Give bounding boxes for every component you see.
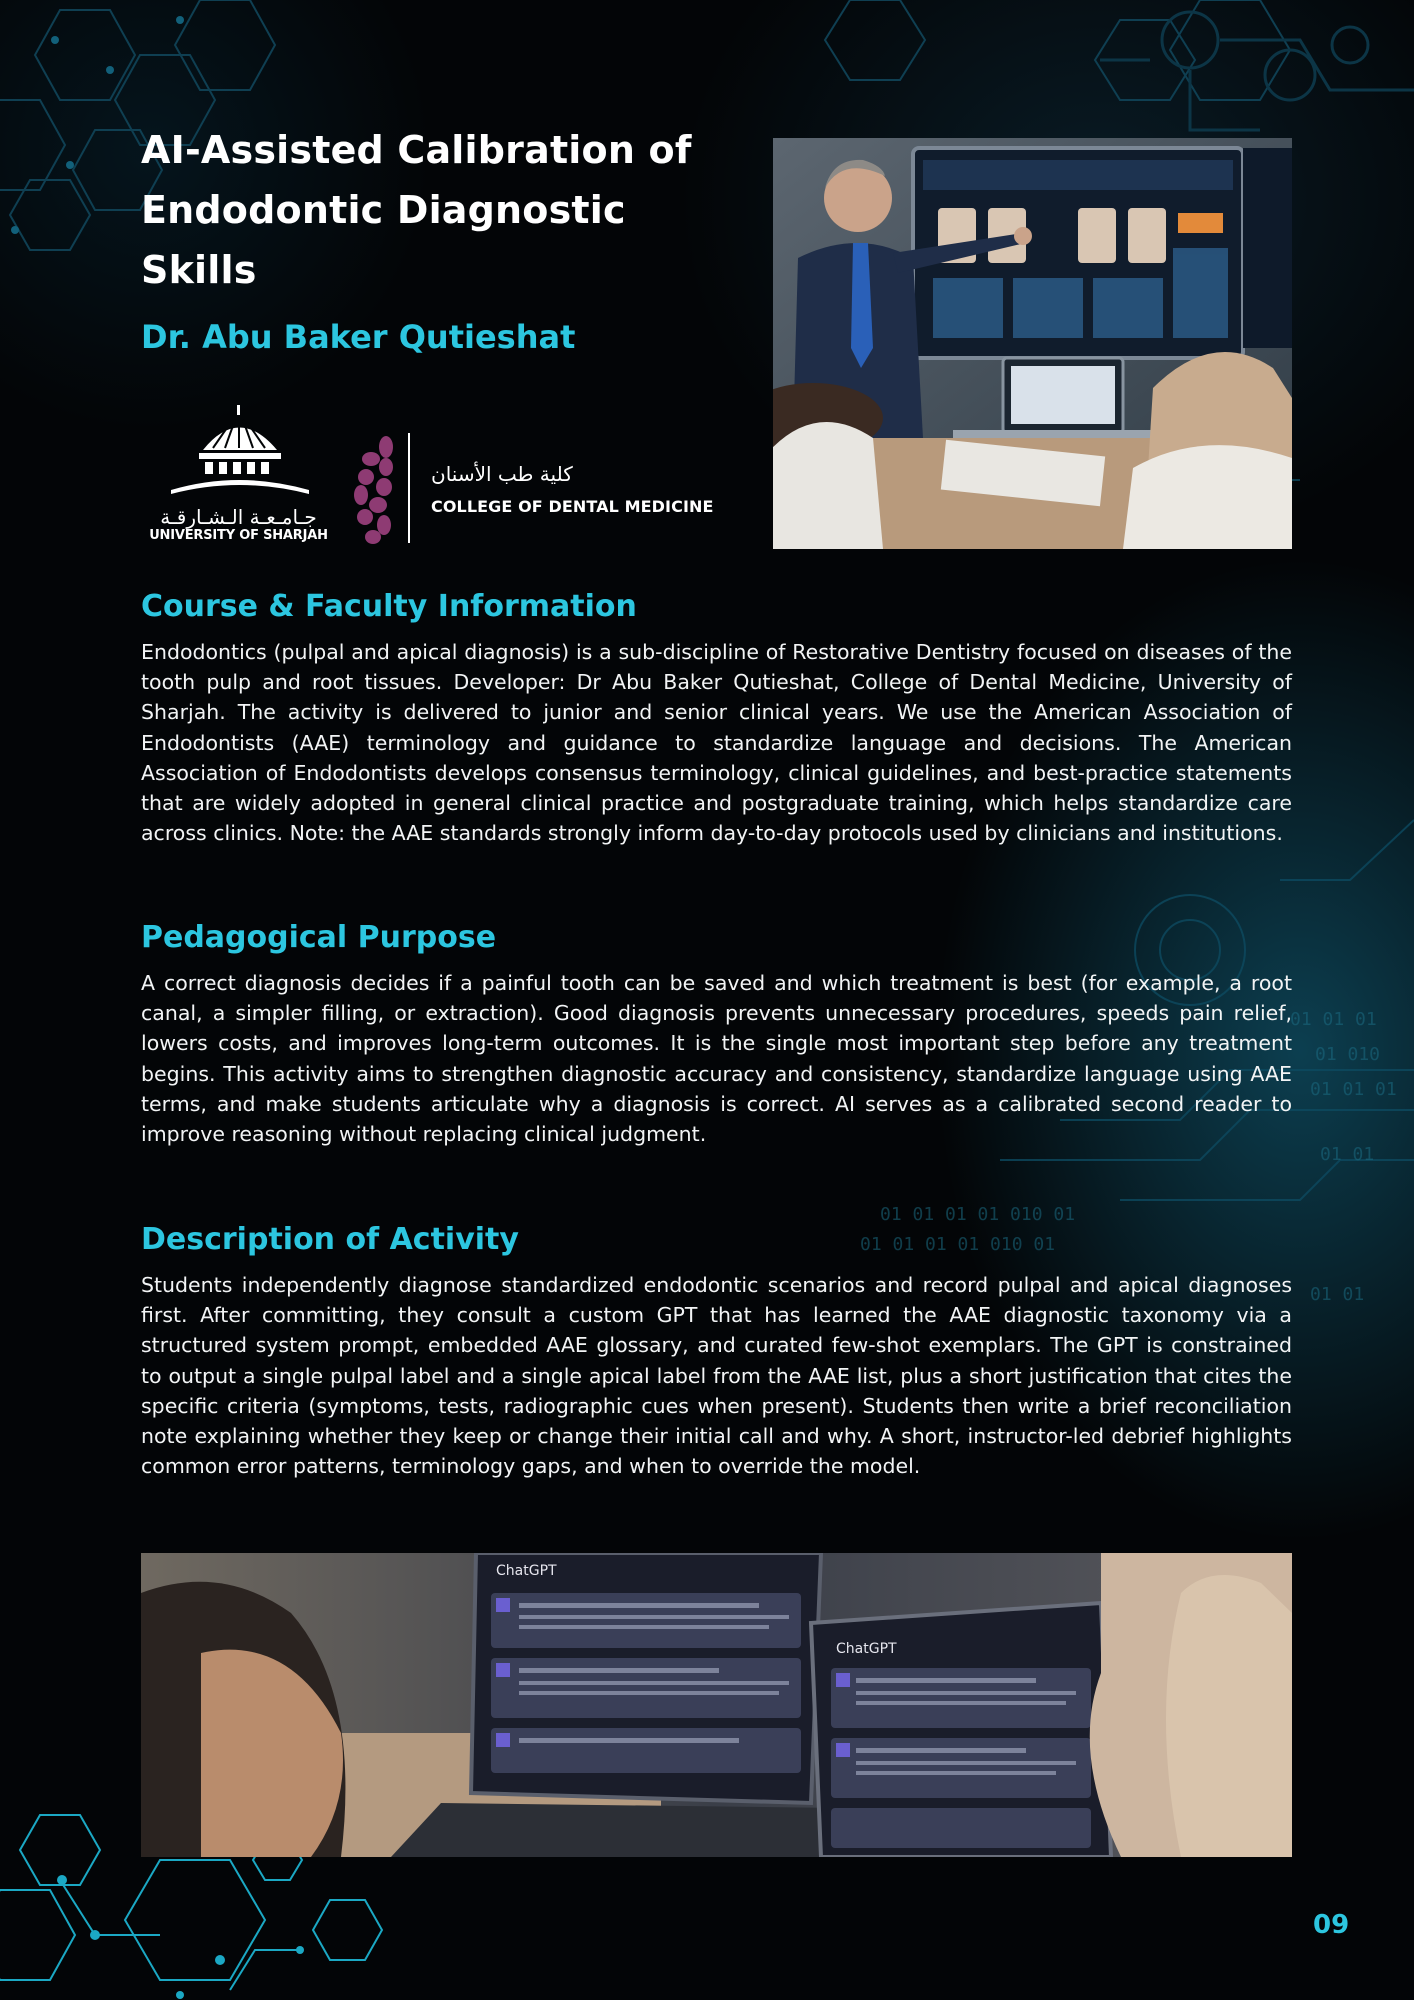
svg-text:01 010: 01 010 bbox=[1315, 1044, 1381, 1065]
section-description-of-activity bbox=[141, 1220, 1292, 1481]
author-name: Dr. Abu Baker Qutieshat bbox=[141, 318, 576, 356]
svg-text:01 01 01: 01 01 01 bbox=[1310, 1079, 1397, 1100]
college-arabic-name: كلية طب الأسنان bbox=[431, 462, 573, 486]
university-arabic-name: جـامـعـة الـشـارقـة bbox=[160, 505, 317, 529]
college-english-name: COLLEGE OF DENTAL MEDICINE bbox=[431, 497, 714, 516]
dental-college-emblem-icon bbox=[346, 433, 416, 553]
svg-text:01 01: 01 01 bbox=[1310, 1284, 1365, 1305]
section-pedagogical-purpose bbox=[141, 918, 1292, 1149]
classroom-instructor-screen-image bbox=[773, 138, 1292, 549]
students-laptops-chatgpt-image bbox=[141, 1553, 1292, 1857]
svg-text:01 01 01: 01 01 01 bbox=[1290, 1009, 1377, 1030]
section-heading: Description of Activity bbox=[141, 1222, 519, 1257]
section-heading: Course & Faculty Information bbox=[141, 589, 637, 624]
section-heading: Pedagogical Purpose bbox=[141, 920, 497, 955]
svg-text:01 01 01 01 010 01: 01 01 01 01 010 01 bbox=[880, 1204, 1076, 1225]
section-course-faculty-information bbox=[141, 587, 1292, 848]
institution-logos bbox=[141, 400, 721, 550]
section-body: Students independently diagnose standardized endodontic scenarios and record pulpal and apical diagnoses first. After committing, they consult a custom GPT that has learned the AAE diagnostic taxonomy via a structured system prompt, embedded AAE glossary, and curated few-shot exemplars. The GPT is constrained to output a single pulpal label and a single apical label from the AAE list, plus a short justification that cites the specific criteria (symptoms, tests, radiographic cues when present). Students then write a brief reconciliation note explaining whether they keep or change their initial call and why. A short, instructor-led debrief highlights common error patterns, terminology gaps, and when to override the model. bbox=[141, 1273, 1292, 1479]
svg-text:01 01 01 01 010 01: 01 01 01 01 010 01 bbox=[860, 1234, 1056, 1255]
page-title: AI-Assisted Calibration of Endodontic Diagnostic Skills bbox=[141, 128, 692, 292]
svg-text:01 01: 01 01 bbox=[1320, 1144, 1375, 1165]
screen-label: ChatGPT bbox=[496, 1563, 557, 1579]
section-body: Endodontics (pulpal and apical diagnosis) is a sub-discipline of Restorative Dentistry focused on diseases of the tooth pulp and root tissues. Developer: Dr Abu Baker Qutieshat, College of Dental Medicine, University of Sharjah. The activity is delivered to junior and senior clinical years. We use the American Association of Endodontists (AAE) terminology and guidance to standardize language and decisions. The American Association of Endodontists develops consensus terminology, clinical guidelines, and best-practice statements that are widely adopted in general clinical practice and postgraduate training, which helps standardize care across clinics. Note: the AAE standards strongly inform day-to-day protocols used by clinicians and institutions. bbox=[141, 640, 1292, 846]
university-dome-icon bbox=[141, 400, 341, 500]
page-number: 09 bbox=[1313, 1910, 1350, 1940]
section-body: A correct diagnosis decides if a painful tooth can be saved and which treatment is best (for example, a root canal, a simpler filling, or extraction). Good diagnosis prevents unnecessary procedures, speeds pain relief, lowers costs, and improves long-term outcomes. It is the single most important step before any treatment begins. This activity aims to strengthen diagnostic accuracy and consistency, standardize language using AAE terms, and make students articulate why a diagnosis is correct. AI serves as a calibrated second reader to improve reasoning without replacing clinical judgment. bbox=[141, 971, 1292, 1147]
screen-label: ChatGPT bbox=[836, 1641, 897, 1657]
university-english-name: UNIVERSITY OF SHARJAH bbox=[149, 528, 328, 543]
